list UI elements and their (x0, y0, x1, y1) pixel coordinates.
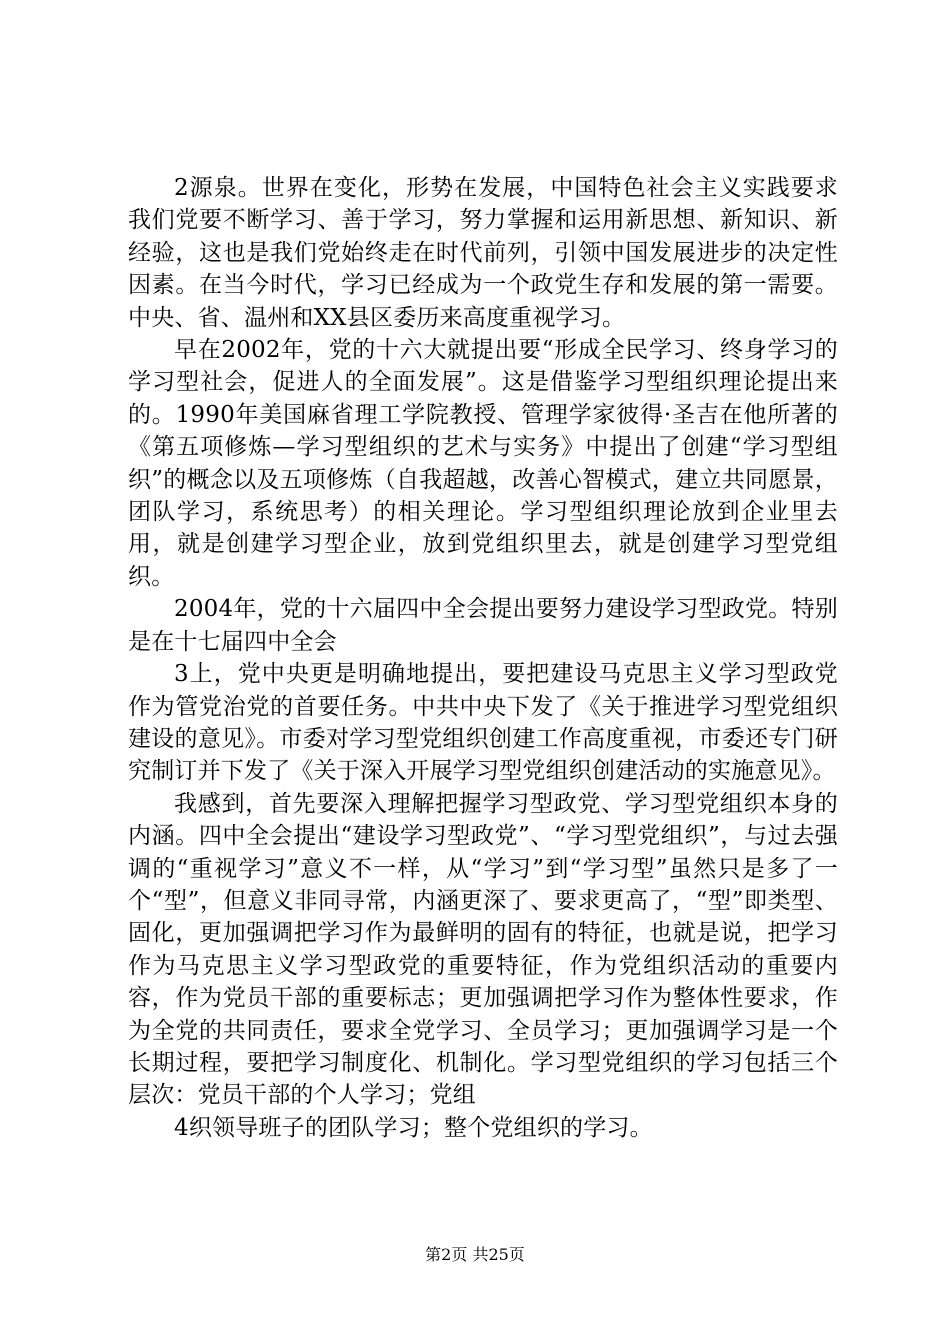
paragraph-5: 我感到，首先要深入理解把握学习型政党、学习型党组织本身的内涵。四中全会提出“建设学习型政党”、“学习型党组织”，与过去强调的“重视学习”意义不一样，从“学习”到“学习型”虽然只是多了一个“型”，但意义非同寻常，内涵更深了、要求更高了，“型”即类型、固化，更加强调把学习作为最鲜明的固有的特征，也就是说，把学习作为马克思主义学习型政党的重要特征，作为党组织活动的重要内容，作为党员干部的重要标志；更加强调把学习作为整体性要求，作为全党的共同责任，要求全党学习、全员学习；更加强调学习是一个长期过程，要把学习制度化、机制化。学习型党组织的学习包括三个层次：党员干部的个人学习；党组 (128, 790, 838, 1109)
page-footer (0, 1245, 950, 1265)
paragraph-1: 2源泉。世界在变化，形势在发展，中国特色社会主义实践要求我们党要不断学习、善于学习，努力掌握和运用新思想、新知识、新经验，这也是我们党始终走在时代前列，引领中国发展进步的决定性因素。在当今时代，学习已经成为一个政党生存和发展的第一需要。中央、省、温州和XX县区委历来高度重视学习。 (128, 175, 838, 331)
paragraph-2: 早在2002年，党的十六大就提出要“形成全民学习、终身学习的学习型社会，促进人的全面发展”。这是借鉴学习型组织理论提出来的。1990年美国麻省理工学院教授、管理学家彼得·圣吉在他所著的《第五项修炼—学习型组织的艺术与实务》中提出了创建“学习型组织”的概念以及五项修炼（自我超越，改善心智模式，建立共同愿景，团队学习，系统思考）的相关理论。学习型组织理论放到企业里去用，就是创建学习型企业，放到党组织里去，就是创建学习型党组织。 (128, 337, 838, 590)
page-number-label: 第2页 共25页 (425, 1245, 525, 1264)
paragraph-4: 3上，党中央更是明确地提出，要把建设马克思主义学习型政党作为管党治党的首要任务。中共中央下发了《关于推进学习型党组织建设的意见》。市委对学习型党组织创建工作高度重视，市委还专门研究制订并下发了《关于深入开展学习型党组织创建活动的实施意见》。 (128, 661, 838, 785)
paragraph-3: 2004年，党的十六届四中全会提出要努力建设学习型政党。特别是在十七届四中全会 (128, 596, 838, 655)
document-body (128, 172, 838, 1144)
paragraph-6: 4织领导班子的团队学习；整个党组织的学习。 (174, 1114, 653, 1141)
